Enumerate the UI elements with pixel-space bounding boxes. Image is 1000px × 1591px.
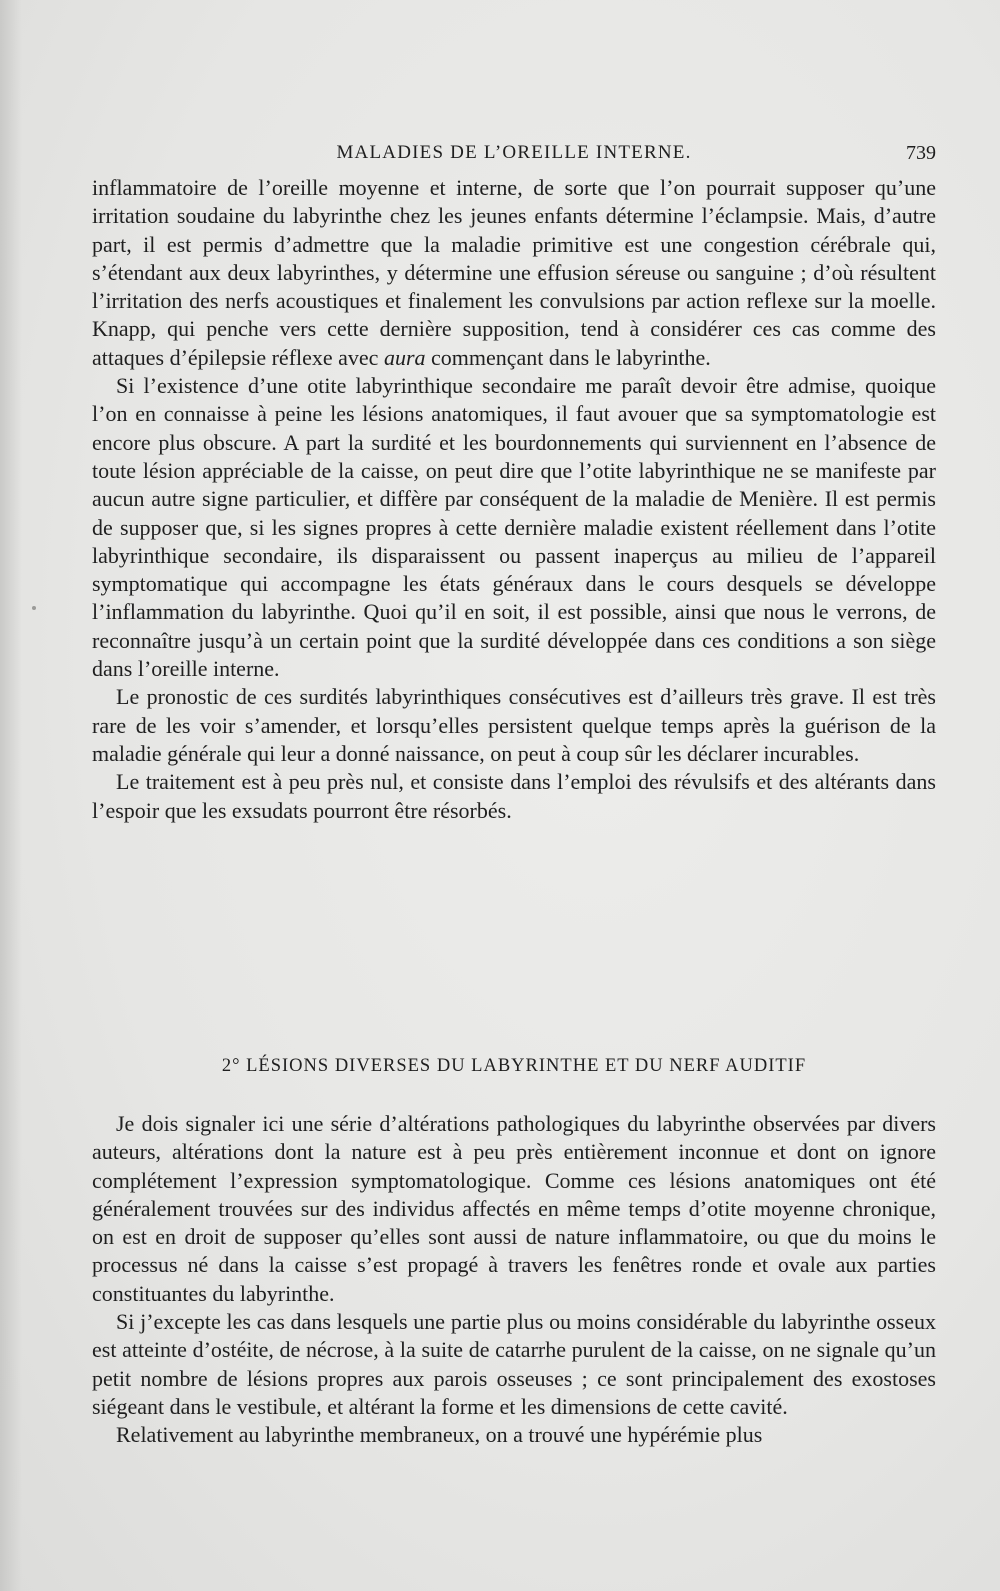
- paragraph-3: Le pronostic de ces surdités labyrinthiques consécutives est d’ailleurs très grave. Il est très rare de les voir s’amender, et lorsqu’elles persistent quelque temps après la guérison de la maladie générale qui leur a donné naissance, on peut à coup sûr les déclarer incurables.: [92, 684, 936, 766]
- paragraph-7: Relativement au labyrinthe membraneux, on a trouvé une hypérémie plus: [116, 1422, 763, 1448]
- running-title: MALADIES DE L’OREILLE INTERNE.: [336, 142, 692, 163]
- paragraph-1-text: inflammatoire de l’oreille moyenne et interne, de sorte que l’on pourrait supposer qu’une irritation soudaine du labyrinthe chez les jeunes enfants détermine l’éclampsie. Mais, d’autre part, il est permis d’admettre que la maladie primitive est une congestion cérébrale qui, s’étendant aux deux labyrinthes, y détermine une effusion séreuse ou sanguine ; d’où résultent l’irritation des nerfs acoustiques et finalement les convulsions par action reflexe sur la moelle. Knapp, qui penche vers cette dernière supposition, tend à considérer ces cas comme des attaques d’épilepsie réflexe avec: [92, 175, 936, 370]
- main-text-part2: [92, 1110, 936, 1450]
- paper-speck: [32, 606, 36, 610]
- italic-word: aura: [383, 344, 426, 370]
- paragraph-5: Je dois signaler ici une série d’altérations pathologiques du labyrinthe observées par divers auteurs, altérations dont la nature est à peu près entièrement inconnue et dont on ignore complétement l’expression symptomatologique. Comme ces lésions anatomiques ont été généralement trouvées sur des individus affectés en même temps d’otite moyenne chronique, on est en droit de supposer qu’elles sont aussi de nature inflammatoire, ou que du moins le processus né dans la caisse s’est propagé à travers les fenêtres ronde et ovale aux parties constituantes du labyrinthe.: [92, 1111, 936, 1306]
- gutter-shadow: [0, 0, 22, 1591]
- running-header: [92, 142, 936, 170]
- paragraph-1: [92, 174, 936, 372]
- main-text-part1: [92, 174, 936, 825]
- paragraph-1-tail: commençant dans le labyrinthe.: [425, 344, 711, 370]
- paragraph-6: Si j’excepte les cas dans lesquels une partie plus ou moins considérable du labyrinthe osseux est atteinte d’ostéite, de nécrose, à la suite de catarrhe purulent de la caisse, on ne signale qu’un petit nombre de lésions propres aux parois osseuses ; ce sont principalement des exostoses siégeant dans le vestibule, et altérant la forme et les dimensions de cette cavité.: [92, 1309, 936, 1419]
- paragraph-4: Le traitement est à peu près nul, et consiste dans l’emploi des révulsifs et des altérants dans l’espoir que les exsudats pourront être résorbés.: [92, 769, 936, 823]
- paragraph-2: Si l’existence d’une otite labyrinthique secondaire me paraît devoir être admise, quoique l’on en connaisse à peine les lésions anatomiques, il faut avouer que sa symptomatologie est encore plus obscure. A part la surdité et les bourdonnements qui surviennent en l’absence de toute lésion appréciable de la caisse, on peut dire que l’otite labyrinthique ne se manifeste par aucun autre signe particulier, et diffère par conséquent de la maladie de Menière. Il est permis de supposer que, si les signes propres à cette dernière maladie existent réellement dans l’otite labyrinthique secondaire, ils disparaissent ou passent inaperçus au milieu de l’appareil symptomatique qui accompagne les états généraux dans le cours desquels se développe l’inflammation du labyrinthe. Quoi qu’il en soit, il est possible, ainsi que nous le verrons, de reconnaître jusqu’à un certain point que la surdité développée dans ces conditions a son siège dans l’oreille interne.: [92, 373, 936, 682]
- section-heading: 2° LÉSIONS DIVERSES DU LABYRINTHE ET DU NERF AUDITIF: [221, 1056, 807, 1076]
- page-number: 739: [906, 142, 936, 164]
